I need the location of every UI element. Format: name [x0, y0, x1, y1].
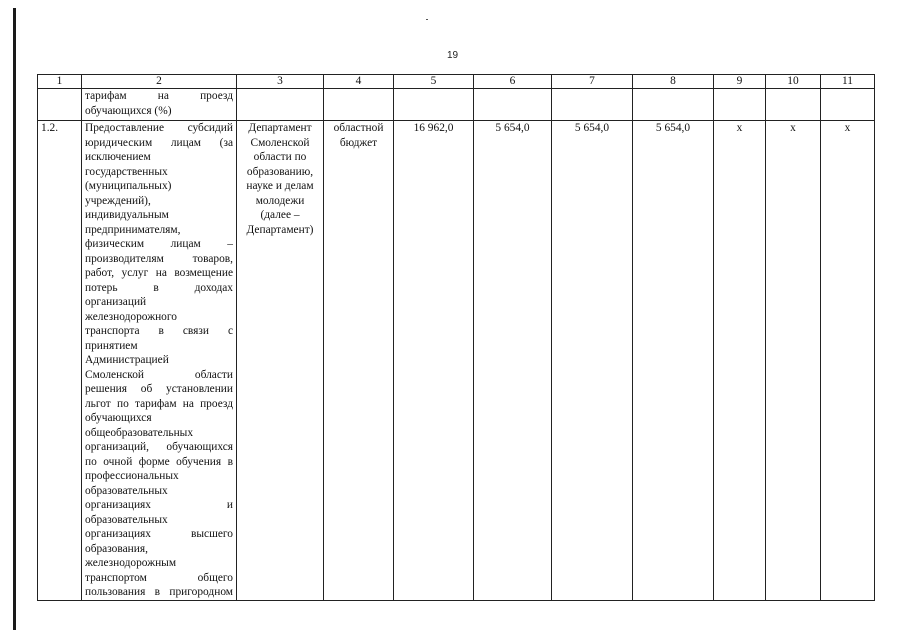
text-line: Смоленской области — [85, 368, 233, 381]
text-line: транспортом общего — [85, 571, 233, 584]
text-line: юридическим лицам (за — [85, 136, 233, 149]
text-line: организациях и — [85, 499, 233, 511]
row-year-1: 5 654,0 — [474, 121, 552, 601]
text-line: государственных — [85, 165, 168, 178]
text-line: учреждений), — [85, 194, 151, 207]
row-funding-source: областной бюджет — [324, 121, 394, 601]
header-cell: 4 — [324, 75, 394, 89]
text-line: льгот по тарифам на проезд — [85, 397, 233, 410]
program-table — [37, 74, 875, 601]
page-number: 19 — [446, 50, 459, 61]
text-line: пользования в пригородном — [85, 586, 233, 598]
text-line: образования, — [85, 542, 148, 555]
header-cell: 1 — [38, 75, 82, 89]
table-cell — [552, 89, 633, 121]
text-line: производителям товаров, — [85, 252, 233, 265]
table-cell — [474, 89, 552, 121]
table-cell — [38, 89, 82, 121]
header-cell: 11 — [821, 75, 875, 89]
scan-edge-mark — [13, 8, 16, 630]
text-line: железнодорожным — [85, 557, 177, 569]
text-line: профессиональных — [85, 470, 179, 482]
text-line: образовательных — [85, 513, 168, 526]
text-line: организациях высшего — [85, 528, 233, 540]
header-cell: 2 — [82, 75, 237, 89]
text-line: (муниципальных) — [85, 180, 172, 192]
text-line: Администрацией — [85, 354, 169, 366]
header-row — [38, 75, 875, 89]
header-cell: 5 — [394, 75, 474, 89]
text-line: физическим лицам – — [85, 238, 233, 250]
row-col-10: х — [766, 121, 821, 601]
text-line: по очной форме обучения в — [85, 455, 233, 468]
text-line: железнодорожного — [85, 310, 177, 323]
header-cell: 7 — [552, 75, 633, 89]
text-line: общеобразовательных — [85, 426, 194, 439]
table-cell — [766, 89, 821, 121]
table-cell — [714, 89, 766, 121]
row-total: 16 962,0 — [394, 121, 474, 601]
table-row — [38, 121, 875, 601]
header-cell: 9 — [714, 75, 766, 89]
table-cell — [821, 89, 875, 121]
scan-speck — [426, 19, 428, 20]
row-year-3: 5 654,0 — [633, 121, 714, 601]
table-cell — [633, 89, 714, 121]
text-line: индивидуальным — [85, 209, 169, 221]
header-cell: 3 — [237, 75, 324, 89]
text-line: организаций, обучающихся — [85, 441, 233, 453]
text-line: транспорта в связи с — [85, 325, 233, 337]
row-col-9: х — [714, 121, 766, 601]
continuation-text — [82, 89, 237, 121]
text-line: потерь в доходах — [85, 281, 233, 294]
header-cell: 10 — [766, 75, 821, 89]
row-executor: Департамент Смоленской области по образованию, науке и делам молодежи (далее – Департамент) — [237, 121, 324, 601]
text-line: предпринимателям, — [85, 223, 181, 236]
text-line: Предоставление субсидий — [85, 122, 233, 134]
text-line: решения об установлении — [85, 383, 233, 395]
text-line: исключением — [85, 151, 151, 163]
text-line: организаций — [85, 296, 147, 308]
text-line: обучающихся — [85, 412, 152, 424]
row-year-2: 5 654,0 — [552, 121, 633, 601]
continuation-row — [38, 89, 875, 121]
text-line: обучающихся (%) — [85, 104, 172, 117]
text-line: образовательных — [85, 484, 168, 497]
header-cell: 8 — [633, 75, 714, 89]
text-line: принятием — [85, 339, 138, 352]
table-cell — [394, 89, 474, 121]
text-line: тарифам на проезд — [85, 90, 233, 102]
header-cell: 6 — [474, 75, 552, 89]
table-cell — [324, 89, 394, 121]
row-number: 1.2. — [38, 121, 82, 601]
row-description — [82, 121, 237, 601]
table-cell — [237, 89, 324, 121]
text-line: работ, услуг на возмещение — [85, 267, 233, 279]
row-col-11: х — [821, 121, 875, 601]
